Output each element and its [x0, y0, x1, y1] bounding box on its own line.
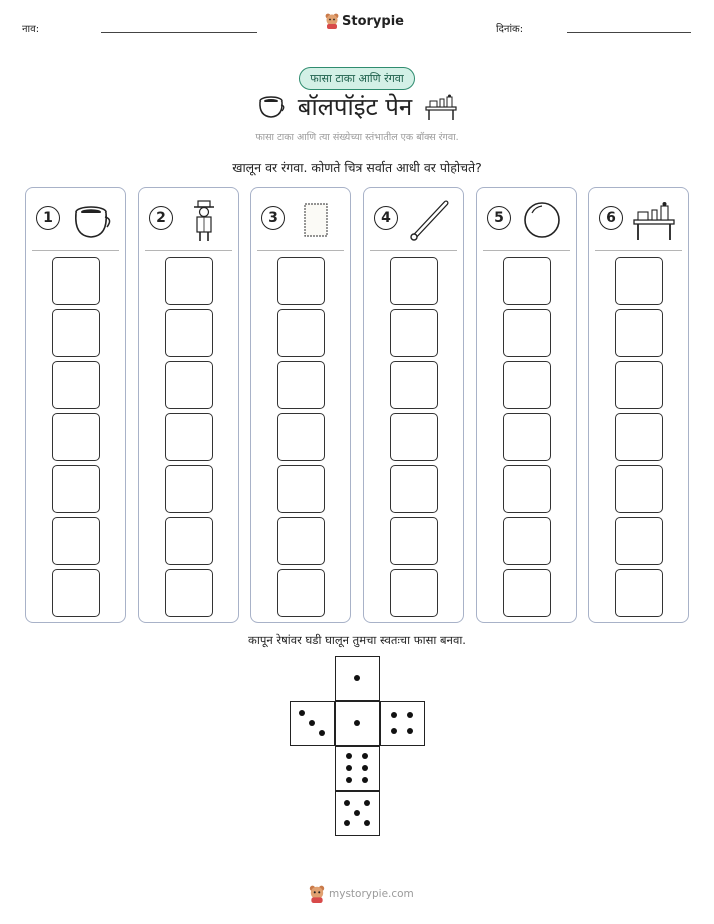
color-box[interactable] — [52, 569, 100, 617]
footer-url: mystorypie.com — [329, 888, 414, 900]
dice-face — [290, 701, 335, 746]
column-divider — [595, 250, 682, 251]
color-box[interactable] — [615, 569, 663, 617]
dice-pip — [407, 728, 413, 734]
color-box[interactable] — [503, 257, 551, 305]
paper-sheet-icon — [293, 198, 339, 244]
badge-wrap — [0, 67, 714, 90]
dice-pip — [354, 675, 360, 681]
subtitle: फासा टाका आणि त्या संख्येच्या स्तंभातील एक बॉक्स रंगवा. — [255, 132, 459, 143]
color-box[interactable] — [165, 361, 213, 409]
color-box[interactable] — [277, 257, 325, 305]
dice-pip — [362, 765, 368, 771]
column-divider — [483, 250, 570, 251]
color-box[interactable] — [615, 413, 663, 461]
dice-face — [335, 656, 380, 701]
dice-pip — [354, 720, 360, 726]
color-box[interactable] — [390, 309, 438, 357]
column-divider — [145, 250, 232, 251]
column-number: 5 — [487, 206, 511, 230]
date-line[interactable] — [567, 32, 691, 33]
color-box[interactable] — [615, 517, 663, 565]
dice-face — [380, 701, 425, 746]
column-number: 2 — [149, 206, 173, 230]
dice-pip — [362, 753, 368, 759]
date-label: दिनांक: — [496, 24, 524, 35]
dice-pip — [346, 753, 352, 759]
dice-pip — [364, 820, 370, 826]
color-box[interactable] — [52, 517, 100, 565]
column-2 — [138, 187, 239, 623]
column-number: 6 — [599, 206, 623, 230]
brand-name: Storypie — [342, 13, 404, 29]
color-box[interactable] — [165, 465, 213, 513]
color-box[interactable] — [390, 257, 438, 305]
color-box[interactable] — [503, 413, 551, 461]
column-divider — [257, 250, 344, 251]
color-box[interactable] — [52, 309, 100, 357]
dice-pip — [319, 730, 325, 736]
color-box[interactable] — [277, 517, 325, 565]
color-box[interactable] — [165, 517, 213, 565]
column-number: 3 — [261, 206, 285, 230]
page-title: बॉलपॉइंट पेन — [297, 93, 413, 121]
dice-pip — [346, 777, 352, 783]
color-box[interactable] — [390, 569, 438, 617]
dice-instruction: कापून रेषांवर घडी घालून तुमचा स्वतःचा फासा बनवा. — [248, 633, 466, 647]
man-in-hat-icon — [181, 198, 227, 244]
ball-icon — [519, 198, 565, 244]
bear-mascot-icon — [309, 885, 325, 903]
column-1 — [25, 187, 126, 623]
color-box[interactable] — [390, 517, 438, 565]
color-box[interactable] — [615, 465, 663, 513]
color-box[interactable] — [277, 309, 325, 357]
column-4 — [363, 187, 464, 623]
color-box[interactable] — [503, 517, 551, 565]
color-box[interactable] — [390, 413, 438, 461]
color-box[interactable] — [615, 309, 663, 357]
column-divider — [32, 250, 119, 251]
color-box[interactable] — [390, 465, 438, 513]
dice-pip — [391, 728, 397, 734]
title-row — [0, 90, 714, 123]
dice-pip — [364, 800, 370, 806]
name-label: नाव: — [22, 24, 40, 35]
color-box[interactable] — [390, 361, 438, 409]
workbench-icon — [424, 93, 458, 121]
ink-pot-icon — [68, 198, 114, 244]
column-5 — [476, 187, 577, 623]
dice-pip — [391, 712, 397, 718]
dice-pip — [407, 712, 413, 718]
dice-face — [335, 746, 380, 791]
color-box[interactable] — [503, 309, 551, 357]
color-box[interactable] — [52, 413, 100, 461]
dice-face — [335, 701, 380, 746]
color-box[interactable] — [52, 257, 100, 305]
footer — [309, 885, 414, 903]
dice-pip — [344, 800, 350, 806]
name-line[interactable] — [101, 32, 257, 33]
ink-pot-icon — [256, 94, 286, 120]
color-box[interactable] — [165, 309, 213, 357]
column-number: 4 — [374, 206, 398, 230]
color-box[interactable] — [277, 361, 325, 409]
column-3 — [250, 187, 351, 623]
workbench-icon — [631, 198, 677, 244]
color-box[interactable] — [615, 361, 663, 409]
column-number: 1 — [36, 206, 60, 230]
dice-face — [335, 791, 380, 836]
dice-pip — [346, 765, 352, 771]
instruction: खालून वर रंगवा. कोणते चित्र सर्वात आधी वर पोहोचते? — [232, 160, 482, 175]
column-divider — [370, 250, 457, 251]
color-box[interactable] — [165, 413, 213, 461]
column-6 — [588, 187, 689, 623]
pen-nib-icon — [406, 198, 452, 244]
brand-logo — [325, 13, 404, 29]
color-box[interactable] — [52, 465, 100, 513]
color-box[interactable] — [615, 257, 663, 305]
color-box[interactable] — [165, 257, 213, 305]
dice-pip — [299, 710, 305, 716]
dice-pip — [362, 777, 368, 783]
color-box[interactable] — [277, 569, 325, 617]
bear-mascot-icon — [325, 13, 339, 29]
dice-pip — [344, 820, 350, 826]
dice-pip — [354, 810, 360, 816]
color-box[interactable] — [165, 569, 213, 617]
color-box[interactable] — [503, 569, 551, 617]
color-box[interactable] — [277, 465, 325, 513]
dice-pip — [309, 720, 315, 726]
color-box[interactable] — [52, 361, 100, 409]
activity-badge: फासा टाका आणि रंगवा — [299, 67, 415, 90]
color-box[interactable] — [277, 413, 325, 461]
color-box[interactable] — [503, 465, 551, 513]
color-box[interactable] — [503, 361, 551, 409]
